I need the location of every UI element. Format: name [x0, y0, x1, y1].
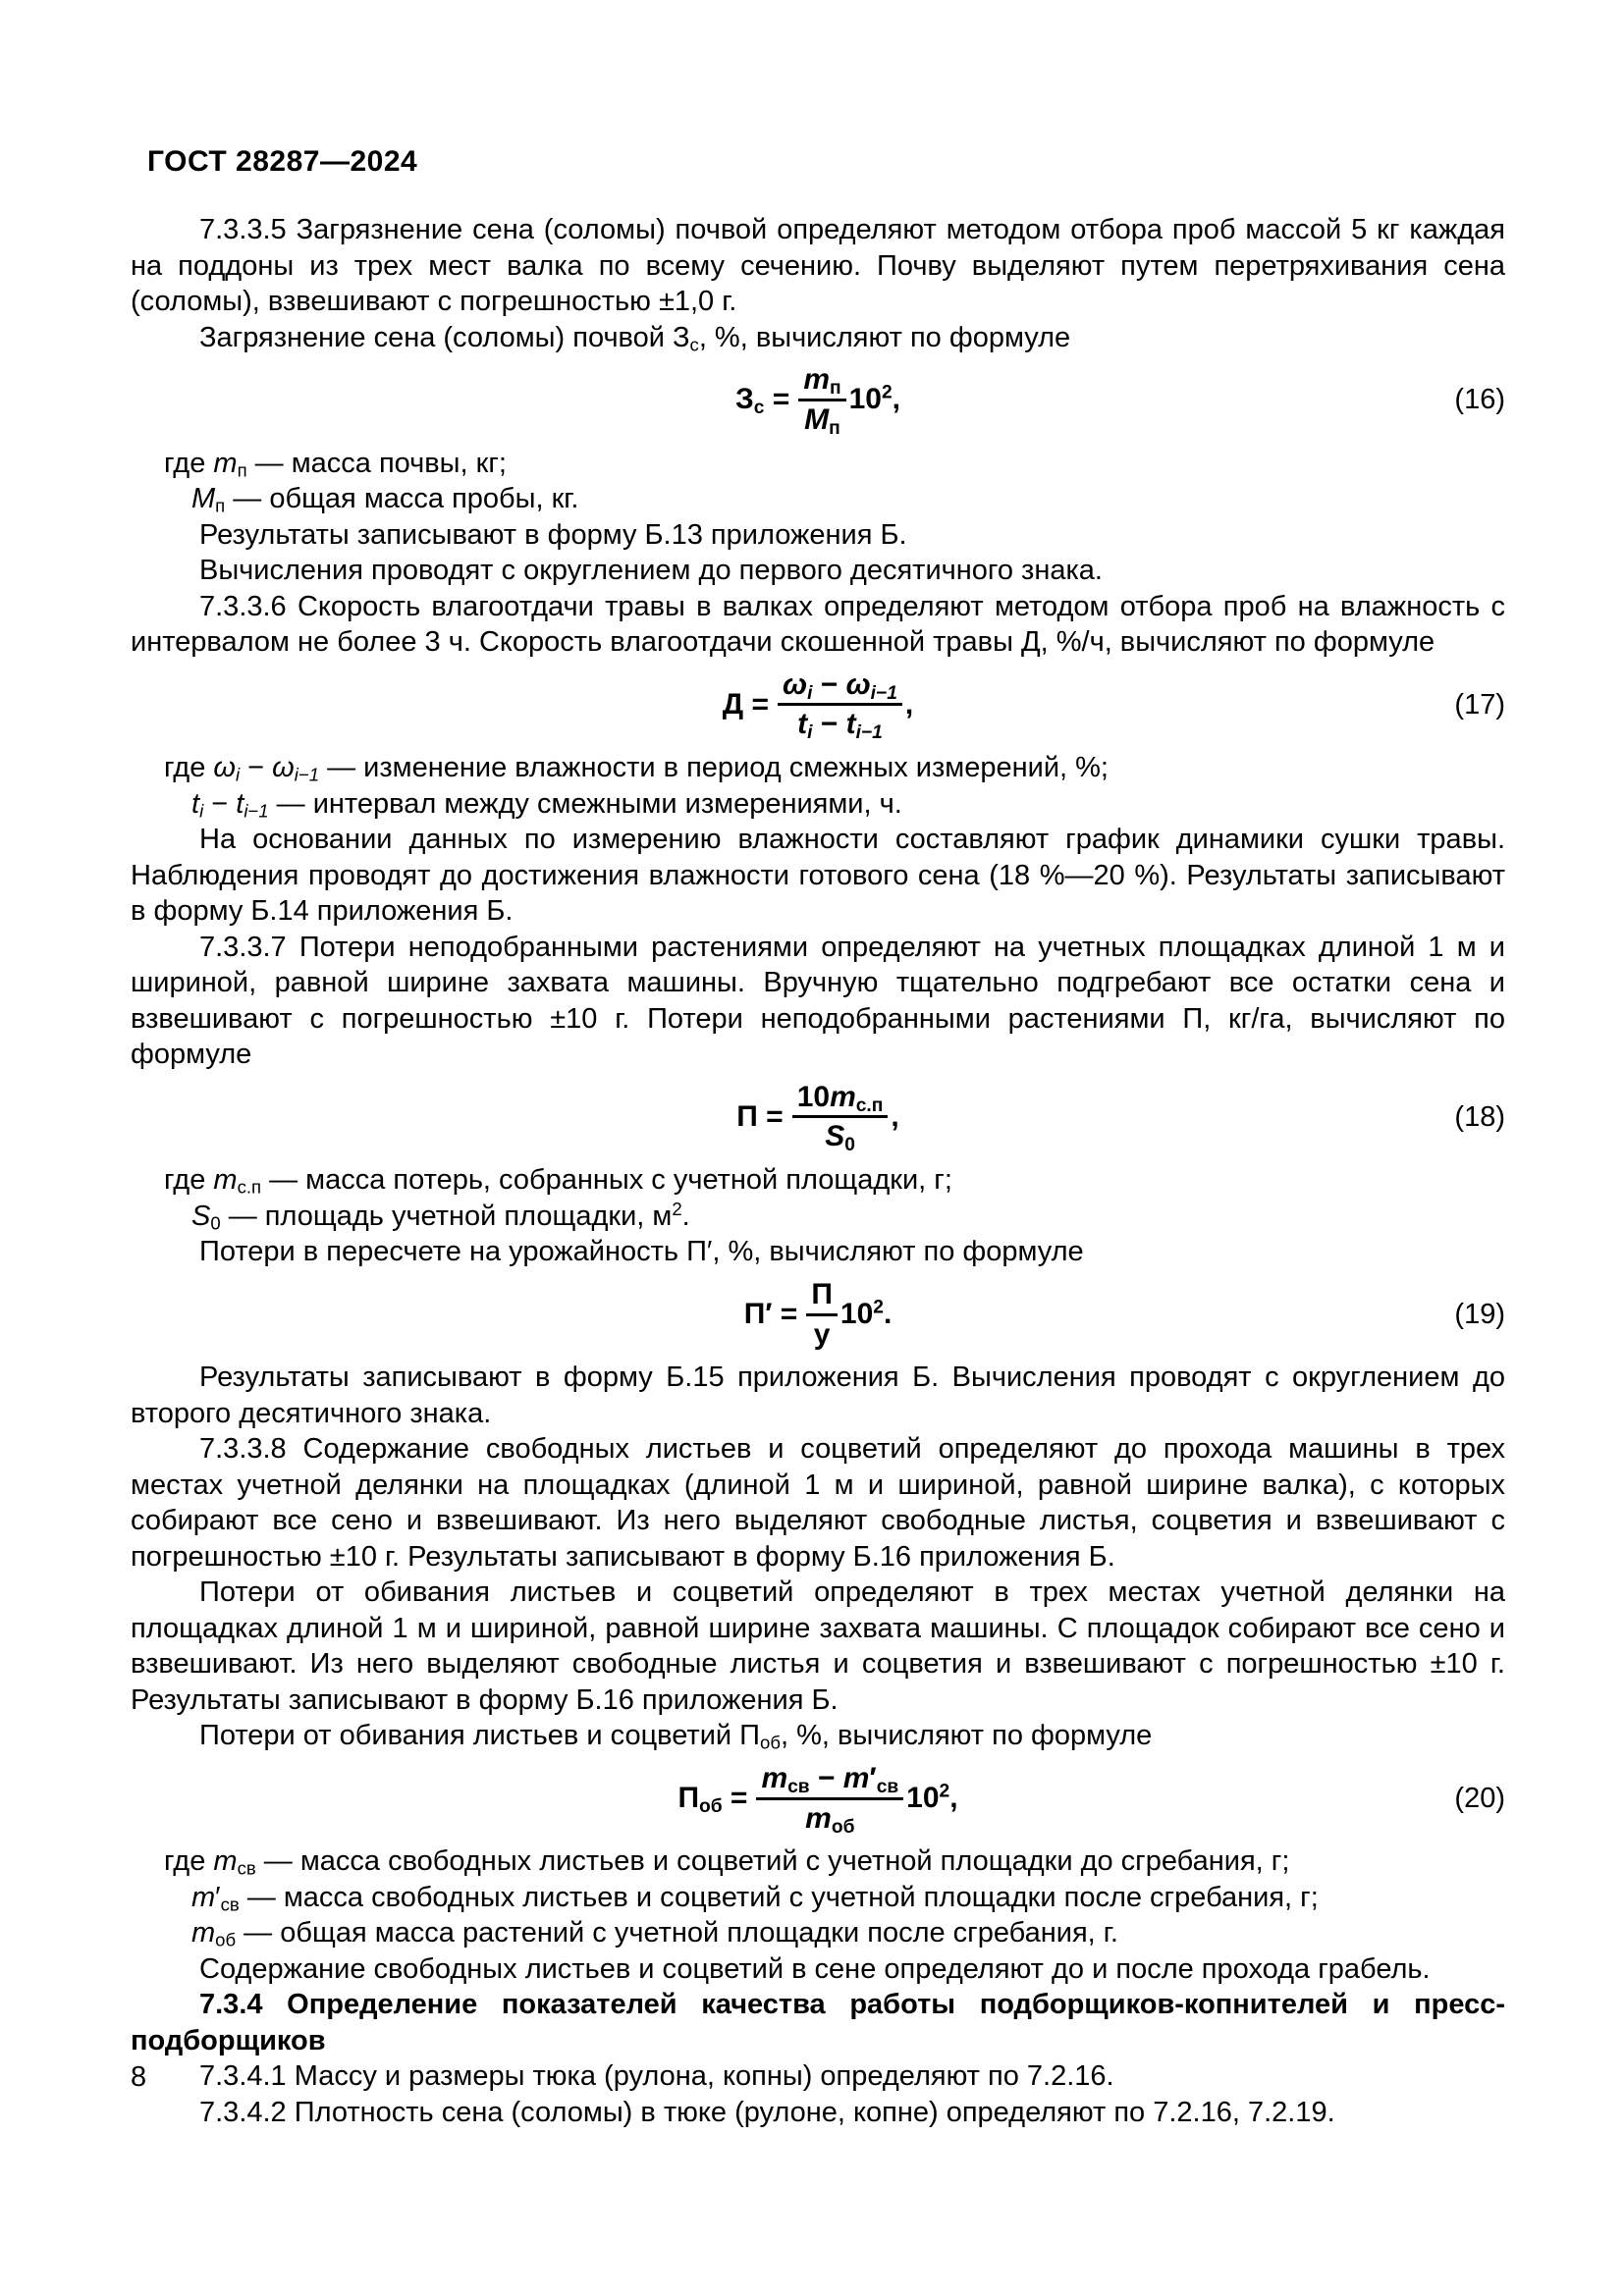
equation-number: (16) — [1454, 384, 1505, 416]
equation — [677, 1761, 958, 1838]
equation-lhs: П′ = — [743, 1298, 798, 1331]
document-content — [131, 212, 1505, 2130]
fraction-numerator: $\omega_i - \omega_{i-1}$ — [778, 669, 902, 707]
equation-number: (20) — [1454, 1782, 1505, 1814]
formula-18 — [131, 1080, 1505, 1156]
paragraph: Потери от обивания листьев и соцветий определяют в трех местах учетной делянки на площадках длиной 1 м и шириной, равной ширине захвата машины. С площадок собирают все сено и взвешивают. Из него выделяют свободные листья и соцветия и взвешивают с погрешностью ±10 г. Результаты записывают в форму Б.16 приложения Б. — [131, 1576, 1505, 1716]
equation-rhs: $10^2$, — [906, 1781, 958, 1815]
where-list — [131, 446, 1505, 517]
equation-rhs: , — [904, 687, 914, 721]
equation-number: (19) — [1454, 1298, 1505, 1330]
equation — [722, 667, 914, 744]
where-list — [131, 1162, 1505, 1234]
fraction-denominator: $M_п$ — [804, 402, 840, 439]
section-heading: 7.3.4 Определение показателей качества работы подборщиков-копнителей и пресс-подборщиков — [131, 1989, 1505, 2056]
equation-lhs: $П_{об}$ = — [677, 1782, 748, 1818]
equation — [736, 1080, 899, 1156]
paragraph: 7.3.4.1 Массу и размеры тюка (рулона, копны) определяют по 7.2.16. — [199, 2060, 1114, 2093]
paragraph: 7.3.3.7 Потери неподобранными растениями определяют на учетных площадках длиной 1 м и шириной, равной ширине захвата машины. Вручную тщательно подгребают все остатки сена и взвешивают с погрешностью ±10 г. Потери неподобранными растениями П, кг/га, вычисляют по формуле — [131, 931, 1505, 1071]
equation-rhs: , — [891, 1100, 899, 1134]
where-line: где $\omega_i - \omega_{i-1}$ — изменение влажности в период смежных измерений, %; — [164, 752, 1109, 785]
formula-16 — [131, 363, 1505, 439]
paragraph: Вычисления проводят с округлением до первого десятичного знака. — [199, 555, 1103, 587]
document-header: ГОСТ 28287—2024 — [147, 145, 418, 178]
paragraph: 7.3.3.5 Загрязнение сена (соломы) почвой определяют методом отбора проб массой 5 кг каждая на поддоны из трех мест валка по всему сечению. Почву выделяют путем перетряхивания сена (соломы), взвешивают с погрешностью ±1,0 г. — [131, 214, 1505, 317]
fraction-denominator: $t_i - t_{i-1}$ — [797, 708, 883, 744]
equation-number: (18) — [1454, 1100, 1505, 1133]
fraction — [806, 1279, 838, 1351]
paragraph: Загрязнение сена (соломы) почвой $З_с$, %, вычисляют по формуле — [199, 321, 1071, 355]
equation-lhs: П = — [736, 1100, 784, 1134]
where-line: $M_п$ — общая масса пробы, кг. — [191, 483, 579, 516]
paragraph: 7.3.3.8 Содержание свободных листьев и соцветий определяют до прохода машины в трех местах учетной делянки на площадках (длиной 1 м и шириной, равной ширине валка), с которых собирают все сено и взвешивают. Из него выделяют свободные листья, соцветия и взвешивают с погрешностью ±10 г. Результаты записывают в форму Б.16 приложения Б. — [131, 1433, 1505, 1573]
fraction — [756, 1761, 903, 1838]
equation-number: (17) — [1454, 688, 1505, 721]
fraction-numerator: П — [806, 1279, 838, 1316]
equation-lhs: $З_с$ = — [735, 383, 790, 419]
equation — [744, 1279, 893, 1351]
where-list — [131, 1843, 1505, 1951]
paragraph: Потери в пересчете на урожайность П′, %, вычисляют по формуле — [199, 1236, 1084, 1268]
fraction-numerator: $m_п$ — [798, 364, 845, 401]
where-line: $m'_{св}$ — масса свободных листьев и соцветий с учетной площадки после сгребания, г; — [191, 1881, 1319, 1915]
formula-20 — [131, 1761, 1505, 1838]
fraction — [798, 363, 845, 439]
where-line: $m_{об}$ — общая масса растений с учетной площадки после сгребания, г. — [191, 1917, 1118, 1951]
equation — [735, 363, 900, 439]
equation-rhs: $10^2$. — [839, 1297, 893, 1331]
fraction-denominator: $S_0$ — [825, 1120, 855, 1156]
equation-lhs: Д = — [722, 687, 770, 721]
fraction-denominator: $m_{об}$ — [805, 1801, 855, 1838]
fraction — [792, 1080, 889, 1156]
fraction — [778, 667, 902, 744]
paragraph: 7.3.4.2 Плотность сена (соломы) в тюке (рулоне, копне) определяют по 7.2.16, 7.2.19. — [199, 2096, 1335, 2128]
where-list — [131, 750, 1505, 822]
where-line: где $m_{св}$ — масса свободных листьев и соцветий с учетной площадки до сгребания, г; — [164, 1845, 1290, 1880]
where-line: $S_0$ — площадь учетной площадки, $м^2$. — [191, 1198, 690, 1234]
fraction-numerator: $10m_{с.п}$ — [792, 1082, 889, 1119]
where-line: $t_i - t_{i-1}$ — интервал между смежными измерениями, ч. — [191, 787, 902, 822]
formula-17 — [131, 667, 1505, 744]
fraction-denominator: у — [813, 1317, 831, 1351]
paragraph: На основании данных по измерению влажности составляют график динамики сушки травы. Наблюдения проводят до достижения влажности готового сена (18 %—20 %). Результаты записывают в форму Б.14 приложения Б. — [131, 824, 1505, 928]
paragraph: Потери от обивания листьев и соцветий $П_{об}$, %, вычисляют по формуле — [199, 1720, 1153, 1753]
equation-rhs: $10^2$, — [848, 382, 900, 416]
where-line: где $m_п$ — масса почвы, кг; — [164, 447, 507, 481]
paragraph: Содержание свободных листьев и соцветий в сене определяют до и после прохода грабель. — [199, 1952, 1431, 1985]
fraction-numerator: $m_{св} - m'_{св}$ — [756, 1763, 903, 1800]
paragraph: Результаты записывают в форму Б.13 приложения Б. — [199, 518, 907, 551]
paragraph: 7.3.3.6 Скорость влагоотдачи травы в валках определяют методом отбора проб на влажность с интервалом не более 3 ч. Скорость влагоотдачи скошенной травы Д, %/ч, вычисляют по формуле — [131, 590, 1505, 659]
page-number: 8 — [131, 2061, 147, 2093]
where-line: где $m_{с.п}$ — масса потерь, собранных с учетной площадки, г; — [164, 1164, 952, 1198]
paragraph: Результаты записывают в форму Б.15 приложения Б. Вычисления проводят с округлением до второго десятичного знака. — [131, 1362, 1505, 1429]
formula-19 — [131, 1279, 1505, 1351]
